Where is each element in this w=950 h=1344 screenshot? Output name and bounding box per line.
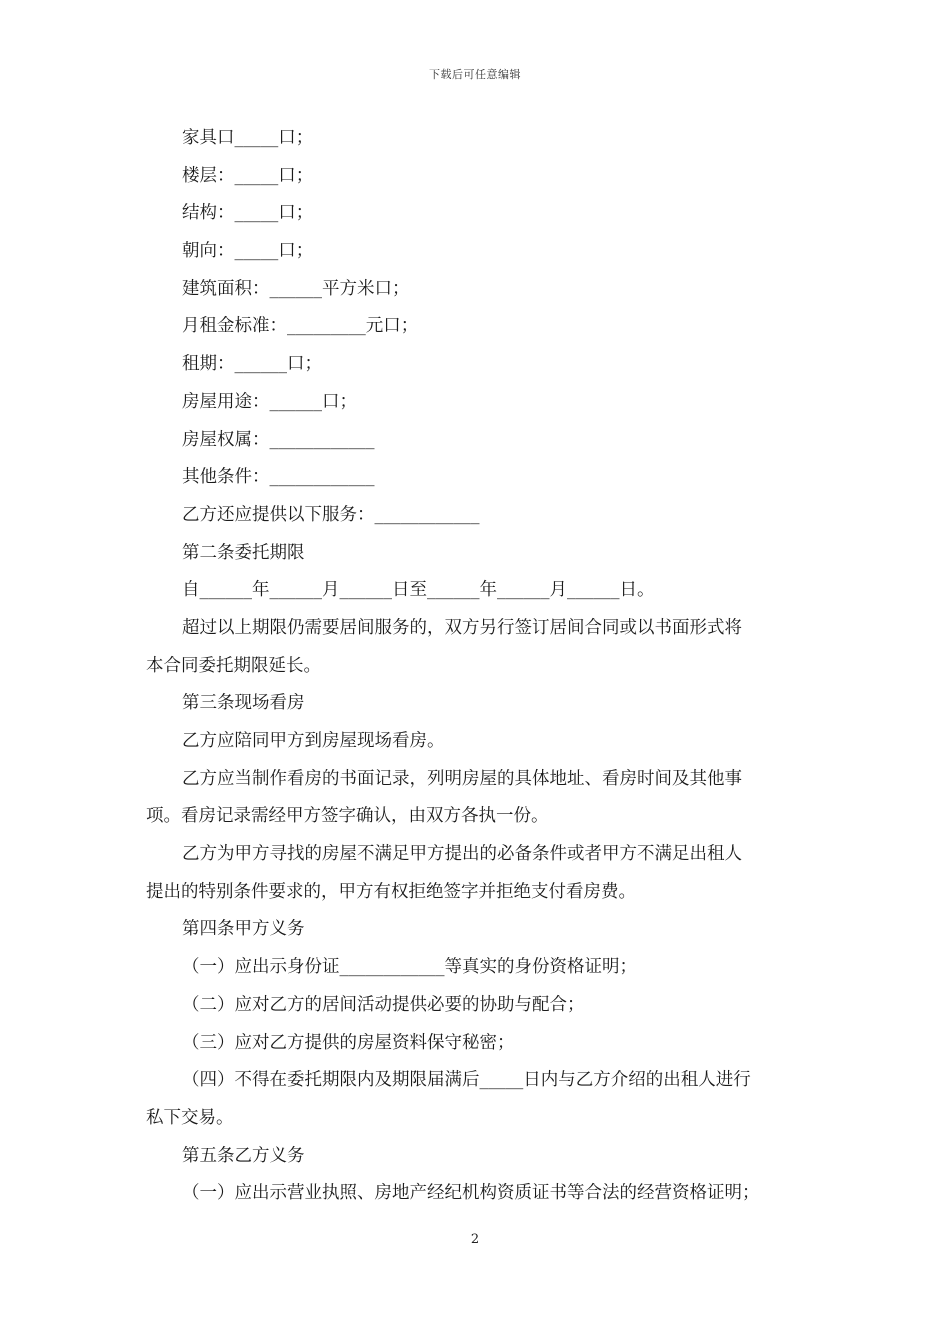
text-line: （四）不得在委托期限内及期限届满后_____日内与乙方介绍的出租人进行 xyxy=(182,1070,751,1091)
text-line: 乙方为甲方寻找的房屋不满足甲方提出的必备条件或者甲方不满足出租人 xyxy=(182,844,742,865)
text-line: 第二条委托期限 xyxy=(182,542,305,563)
page-header: 下载后可任意编辑 xyxy=(429,68,521,81)
text-line: 建筑面积：______平方米口； xyxy=(182,278,410,299)
text-line: 乙方应当制作看房的书面记录，列明房屋的具体地址、看房时间及其他事 xyxy=(182,768,742,789)
text-line: 第五条乙方义务 xyxy=(182,1145,305,1166)
text-line: （一）应出示营业执照、房地产经纪机构资质证书等合法的经营资格证明； xyxy=(182,1183,760,1204)
text-line: 项。看房记录需经甲方签字确认，由双方各执一份。 xyxy=(146,806,549,827)
text-line: 提出的特别条件要求的，甲方有权拒绝签字并拒绝支付看房费。 xyxy=(146,881,636,902)
text-line: 第四条甲方义务 xyxy=(182,919,305,940)
text-line: 月租金标准：_________元口； xyxy=(182,316,419,337)
text-line: 本合同委托期限延长。 xyxy=(146,655,321,676)
text-line: 其他条件：____________ xyxy=(182,467,375,488)
text-line: （二）应对乙方的居间活动提供必要的协助与配合； xyxy=(182,994,585,1015)
text-line: 乙方应陪同甲方到房屋现场看房。 xyxy=(182,731,445,751)
text-line: （一）应出示身份证____________等真实的身份资格证明； xyxy=(182,957,637,978)
text-line: 楼层：_____口； xyxy=(182,165,314,186)
text-line: 自______年______月______日至______年______月______日。 xyxy=(182,580,655,601)
text-line: （三）应对乙方提供的房屋资料保守秘密； xyxy=(182,1032,515,1053)
text-line: 家具口_____口； xyxy=(182,128,314,148)
document-body xyxy=(146,120,812,1213)
text-line: 私下交易。 xyxy=(146,1107,234,1128)
page-number: 2 xyxy=(470,1232,480,1247)
text-line: 结构：_____口； xyxy=(182,203,314,224)
text-line: 房屋用途：______口； xyxy=(182,391,357,412)
text-line: 乙方还应提供以下服务：____________ xyxy=(182,504,480,525)
text-line: 第三条现场看房 xyxy=(182,693,305,714)
text-line: 朝向：_____口； xyxy=(182,241,314,262)
text-line: 超过以上期限仍需要居间服务的，双方另行签订居间合同或以书面形式将 xyxy=(182,617,742,638)
text-line: 租期：______口； xyxy=(182,354,322,375)
text-line: 房屋权属：____________ xyxy=(182,429,375,450)
